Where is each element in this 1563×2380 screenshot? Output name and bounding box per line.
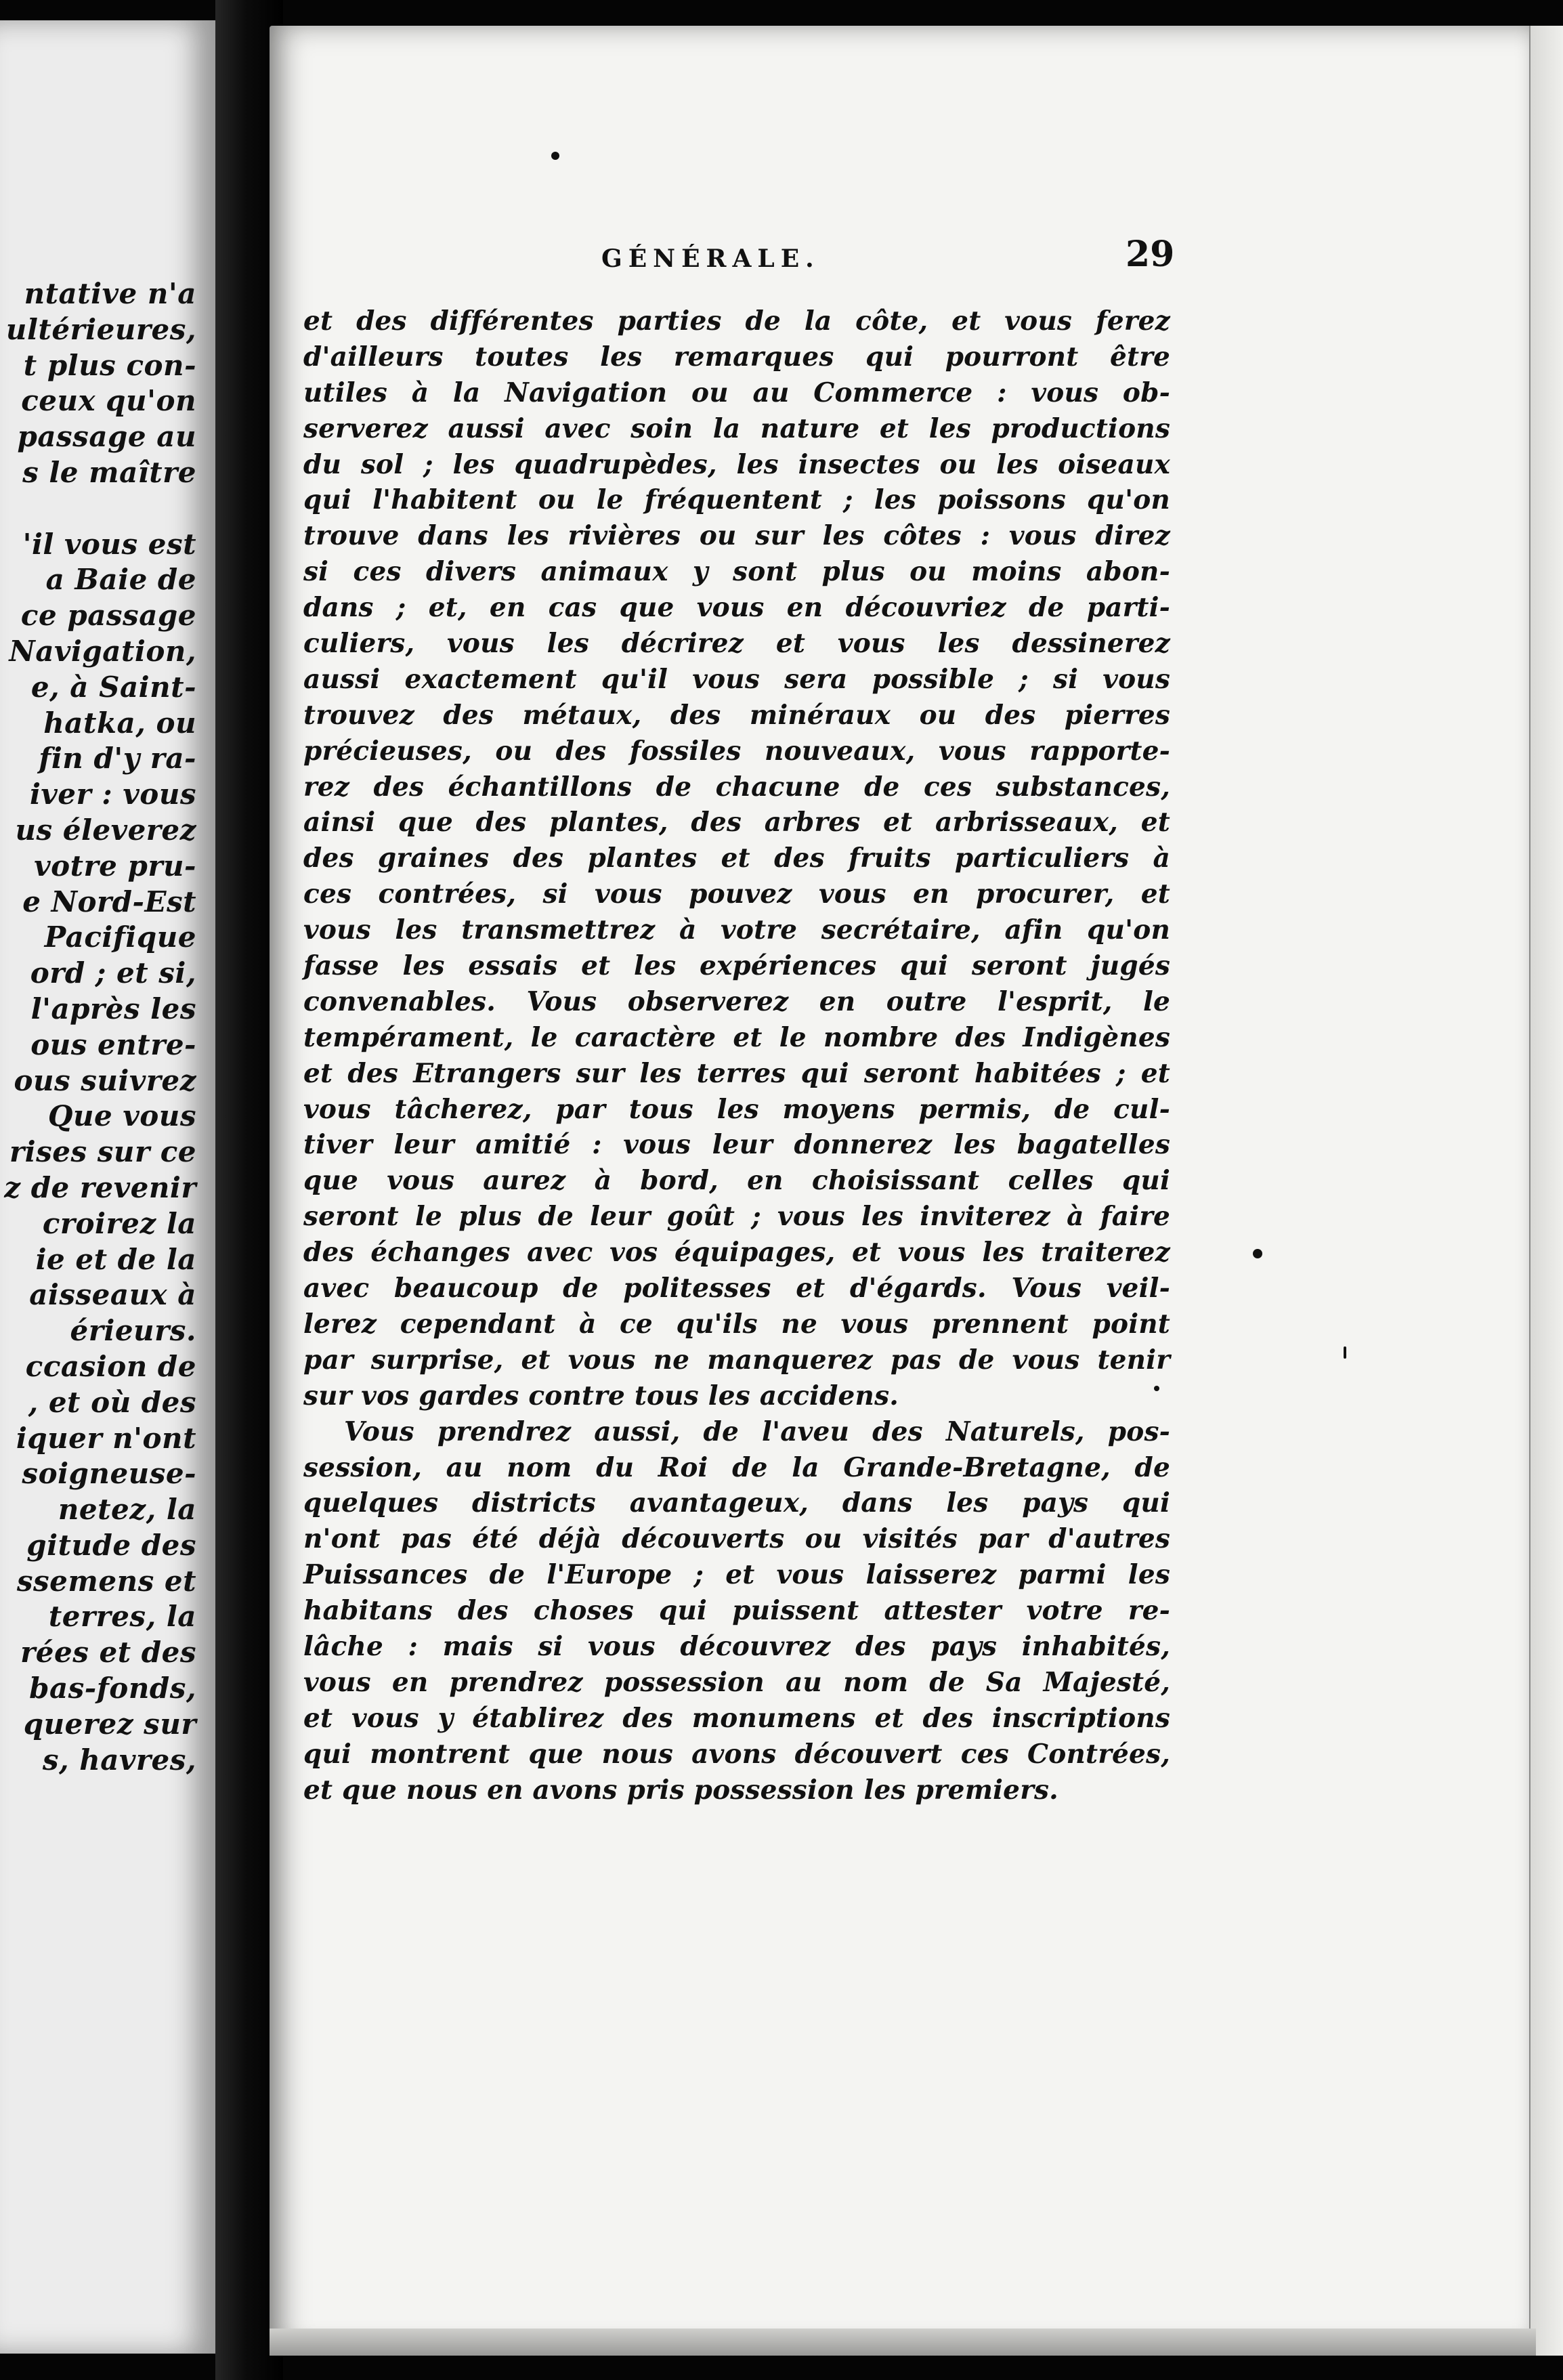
text-line: vous les transmettrez à votre secrétaire, afin qu'on <box>303 914 1170 946</box>
facing-line: s, havres, <box>42 1743 196 1777</box>
text-line: par surprise, et vous ne manquerez pas de vous tenir <box>303 1344 1170 1376</box>
facing-line: ce passage <box>20 599 196 633</box>
text-line: trouve dans les rivières ou sur les côtes : vous direz <box>303 520 1170 552</box>
facing-line: iver : vous <box>29 778 196 811</box>
text-line: vous en prendrez possession au nom de Sa Majesté, <box>303 1666 1170 1698</box>
facing-line: ccasion de <box>25 1349 196 1383</box>
facing-line: ous suivrez <box>14 1063 196 1097</box>
facing-line: bas-fonds, <box>29 1672 196 1705</box>
facing-line: rées et des <box>20 1636 196 1670</box>
page-bottom-edge <box>270 2329 1536 2356</box>
facing-line: croirez la <box>42 1206 196 1240</box>
ink-speck <box>551 152 559 160</box>
facing-line: ultérieures, <box>5 312 196 346</box>
text-line: des graines des plantes et des fruits particuliers à <box>303 843 1170 874</box>
facing-line: l'après les <box>30 992 196 1025</box>
facing-line: rises sur ce <box>9 1135 196 1169</box>
text-line: des échanges avec vos équipages, et vous les traiterez <box>303 1237 1170 1269</box>
facing-line: s le maître <box>22 455 196 489</box>
text-line: utiles à la Navigation ou au Commerce : vous ob- <box>303 377 1170 408</box>
text-line: ces contrées, si vous pouvez vous en procurer, et <box>303 878 1170 910</box>
main-text-block <box>303 303 1170 1808</box>
page-number: 29 <box>1126 234 1175 275</box>
facing-line: Navigation, <box>9 634 196 668</box>
facing-line: aisseaux à <box>29 1278 196 1312</box>
facing-line: terres, la <box>48 1600 196 1634</box>
facing-line: votre pru- <box>34 849 196 883</box>
text-line: fasse les essais et les expériences qui seront jugés <box>303 950 1170 982</box>
facing-line: 'il vous est <box>22 527 196 561</box>
text-line: quelques districts avantageux, dans les pays qui <box>303 1487 1170 1519</box>
text-line: tempérament, le caractère et le nombre des Indigènes <box>303 1021 1170 1053</box>
facing-line: querez sur <box>23 1707 196 1741</box>
text-line: sur vos gardes contre tous les accidens. <box>303 1380 899 1411</box>
text-line: culiers, vous les décrirez et vous les dessinerez <box>303 628 1170 660</box>
facing-line: e, à Saint- <box>30 670 196 704</box>
text-line: et que nous en avons pris possession les premiers. <box>303 1774 1058 1806</box>
ink-speck <box>1344 1346 1346 1359</box>
text-line: session, au nom du Roi de la Grande-Bretagne, de <box>303 1451 1170 1483</box>
text-line: qui l'habitent ou le fréquentent ; les poissons qu'on <box>303 484 1170 516</box>
text-line: et vous y établirez des monumens et des inscriptions <box>303 1702 1170 1734</box>
facing-line: us éleverez <box>15 813 196 847</box>
text-line: tiver leur amitié : vous leur donnerez les bagatelles <box>303 1129 1170 1161</box>
facing-line: soigneuse- <box>22 1457 196 1491</box>
facing-line: Que vous <box>47 1099 196 1133</box>
facing-line: iquer n'ont <box>16 1421 196 1455</box>
text-line: trouvez des métaux, des minéraux ou des pierres <box>303 699 1170 731</box>
text-line: ainsi que des plantes, des arbres et arbrisseaux, et <box>303 807 1170 838</box>
text-line: avec beaucoup de politesses et d'égards. Vous veil- <box>303 1273 1170 1304</box>
running-head-title: GÉNÉRALE. <box>601 245 820 273</box>
facing-line: ie et de la <box>35 1242 196 1276</box>
text-line: et des différentes parties de la côte, et vous ferez <box>303 305 1170 337</box>
text-line: et des Etrangers sur les terres qui seront habitées ; et <box>303 1057 1170 1089</box>
page-edge <box>1529 26 1563 2356</box>
text-line: dans ; et, en cas que vous en découvriez de parti- <box>303 592 1170 624</box>
running-head <box>0 234 1563 279</box>
facing-line: passage au <box>17 420 196 454</box>
facing-line: ous entre- <box>30 1027 196 1061</box>
facing-line: ntative n'a <box>24 277 196 310</box>
text-line: aussi exactement qu'il vous sera possible ; si vous <box>303 663 1170 695</box>
text-line: du sol ; les quadrupèdes, les insectes ou les oiseaux <box>303 448 1170 480</box>
text-line: serverez aussi avec soin la nature et les productions <box>303 412 1170 444</box>
text-line: précieuses, ou des fossiles nouveaux, vous rapporte- <box>303 735 1170 767</box>
text-line: lâche : mais si vous découvrez des pays inhabités, <box>303 1630 1170 1662</box>
text-line: vous tâcherez, par tous les moyens permis, de cul- <box>303 1093 1170 1125</box>
facing-page-left <box>0 20 215 2354</box>
ink-speck <box>1253 1249 1262 1258</box>
text-line: d'ailleurs toutes les remarques qui pourront être <box>303 341 1170 373</box>
facing-line: gitude des <box>26 1528 196 1562</box>
facing-line: ord ; et si, <box>30 956 196 990</box>
facing-line: fin d'y ra- <box>39 742 196 775</box>
facing-line: netez, la <box>58 1493 196 1527</box>
text-line: convenables. Vous observerez en outre l'esprit, le <box>303 985 1170 1017</box>
facing-line: , et où des <box>28 1385 196 1419</box>
text-line: Vous prendrez aussi, de l'aveu des Naturels, pos- <box>344 1416 1170 1447</box>
text-line: habitans des choses qui puissent attester votre re- <box>303 1595 1170 1627</box>
facing-line <box>0 491 215 527</box>
facing-line: ssemens et <box>16 1564 196 1598</box>
facing-line: érieurs. <box>70 1314 196 1348</box>
text-line: qui montrent que nous avons découvert ces Contrées, <box>303 1738 1170 1770</box>
facing-line: Pacifique <box>44 920 196 954</box>
text-line: rez des échantillons de chacune de ces substances, <box>303 771 1170 803</box>
text-line: seront le plus de leur goût ; vous les inviterez à faire <box>303 1201 1170 1233</box>
text-line: que vous aurez à bord, en choisissant celles qui <box>303 1165 1170 1197</box>
text-line: si ces divers animaux y sont plus ou moins abon- <box>303 556 1170 588</box>
facing-line: t plus con- <box>23 348 196 382</box>
text-line: Puissances de l'Europe ; et vous laisserez parmi les <box>303 1559 1170 1591</box>
text-line: n'ont pas été déjà découverts ou visités par d'autres <box>303 1523 1170 1555</box>
facing-line: a Baie de <box>45 563 196 597</box>
facing-page-text <box>0 276 215 1778</box>
facing-line: e Nord-Est <box>22 885 196 918</box>
facing-line: z de revenir <box>4 1170 196 1204</box>
text-line: lerez cependant à ce qu'ils ne vous prennent point <box>303 1308 1170 1340</box>
facing-line: ceux qu'on <box>21 384 196 418</box>
facing-line: hatka, ou <box>43 706 196 740</box>
